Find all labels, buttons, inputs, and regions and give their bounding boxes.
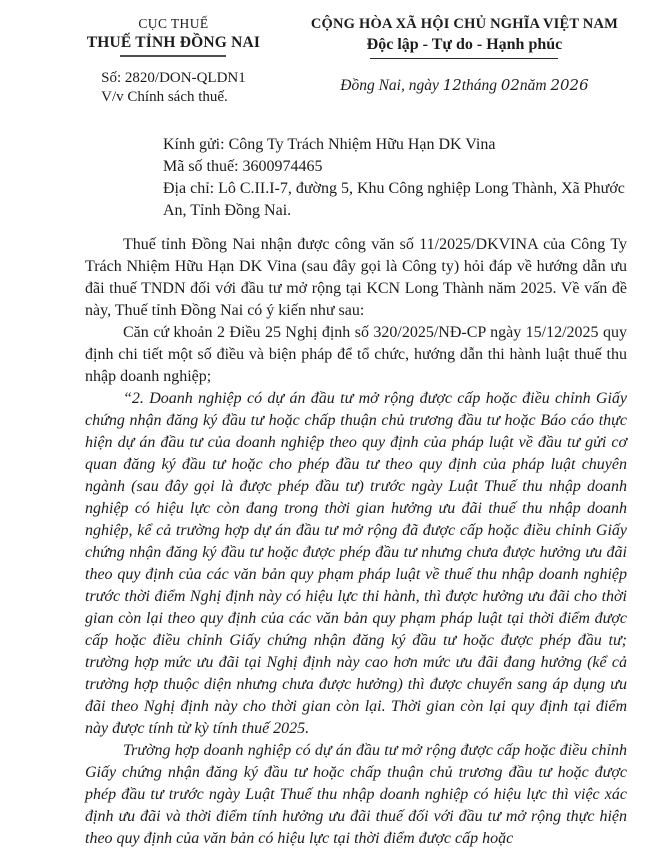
body-paragraph-legal-basis: Căn cứ khoản 2 Điều 25 Nghị định số 320/2025/NĐ-CP ngày 15/12/2025 quy định chi tiết một số điều và biện pháp để tổ chức, hướng dẫn thi hành luật thuế thu nhập doanh nghiệp; [85,324,627,385]
document-subject: V/v Chính sách thuế. [101,89,228,105]
document-number: Số: 2820/DON-QLDN1 [101,70,246,86]
document-reference-block [101,70,246,106]
agency-underline [120,55,226,57]
national-title: CỘNG HÒA XÃ HỘI CHỦ NGHĨA VIỆT NAM [310,16,619,32]
national-motto: Độc lập - Tự do - Hạnh phúc [366,36,563,53]
dateline-year: 2026 [550,76,589,94]
agency-name: THUẾ TỈNH ĐỒNG NAI [86,34,261,51]
issuing-agency-block [50,16,297,106]
dateline-year-label: năm [519,77,547,94]
dateline-place-label: Đồng Nai, ngày [340,77,439,94]
recipient-tax-id: Mã số thuế: 3600974465 [163,158,323,175]
motto-underline [370,58,558,59]
dateline-day: 12 [442,76,462,94]
dateline-month-label: tháng [461,77,498,94]
place-date-line [297,76,632,95]
recipient-address: Địa chỉ: Lô C.II.I-7, đường 5, Khu Công nghiệp Long Thành, Xã Phước An, Tỉnh Đồng Nai. [163,180,625,219]
letter-body [85,234,627,849]
national-header-block [297,16,632,106]
document-header [0,0,670,106]
recipient-salutation: Kính gửi: Công Ty Trách Nhiệm Hữu Hạn DK Vina [163,136,496,153]
dateline-month: 02 [500,76,520,94]
body-paragraph-quoted-clause: “2. Doanh nghiệp có dự án đầu tư mở rộng được cấp hoặc điều chỉnh Giấy chứng nhận đăng ký đầu tư hoặc chấp thuận chủ trương đầu tư hoặc Báo cáo thực hiện dự án đầu tư của doanh nghiệp theo quy định của pháp luật về đầu tư gửi cơ quan đăng ký đầu tư hoặc cho phép đầu tư theo quy định của pháp luật chuyên ngành (sau đây gọi là được phép đầu tư) trước ngày Luật Thuế thu nhập doanh nghiệp có hiệu lực còn đang trong thời gian hưởng ưu đãi thuế thu nhập doanh nghiệp, kể cả trường hợp dự án đầu tư mở rộng đã được cấp hoặc điều chỉnh Giấy chứng nhận đăng ký đầu tư hoặc được phép đầu tư nhưng chưa được hưởng ưu đãi theo quy định của các văn bản quy phạm pháp luật về thuế thu nhập doanh nghiệp trước thời điểm Nghị định này có hiệu lực thi hành, thì được hưởng ưu đãi cho thời gian còn lại theo quy định của các văn bản quy phạm pháp luật tại thời điểm được cấp hoặc điều chỉnh Giấy chứng nhận đăng ký đầu tư hoặc được phép đầu tư; trường hợp mức ưu đãi tại Nghị định này cao hơn mức ưu đãi đang hưởng (kể cả trường hợp thuộc diện nhưng chưa được hưởng) thì được chuyển sang áp dụng ưu đãi theo Nghị định này cho thời gian còn lại. Thời gian còn lại quy định tại điểm này được tính từ kỳ tính thuế 2025. [85,390,627,737]
recipient-block [163,134,625,222]
agency-parent-name: CỤC THUẾ [138,16,209,31]
body-paragraph-quoted-clause-continued: Trường hợp doanh nghiệp có dự án đầu tư mở rộng được cấp hoặc điều chỉnh Giấy chứng nhận đăng ký đầu tư hoặc chấp thuận chủ trương đầu tư hoặc được phép đầu tư trước ngày Luật Thuế thu nhập doanh nghiệp có hiệu lực thì việc xác định ưu đãi và thời điểm tính hưởng ưu đãi thuế đối với đầu tư mở rộng thực hiện theo quy định của văn bản có hiệu lực tại thời điểm được cấp hoặc [85,742,627,847]
body-paragraph-intro: Thuế tỉnh Đồng Nai nhận được công văn số 11/2025/DKVINA của Công Ty Trách Nhiệm Hữu Hạn DK Vina (sau đây gọi là Công ty) hỏi đáp về hướng dẫn ưu đãi thuế TNDN đối với đầu tư mở rộng tại KCN Long Thành năm 2025. Về vấn đề này, Thuế tỉnh Đồng Nai có ý kiến như sau: [85,236,627,319]
